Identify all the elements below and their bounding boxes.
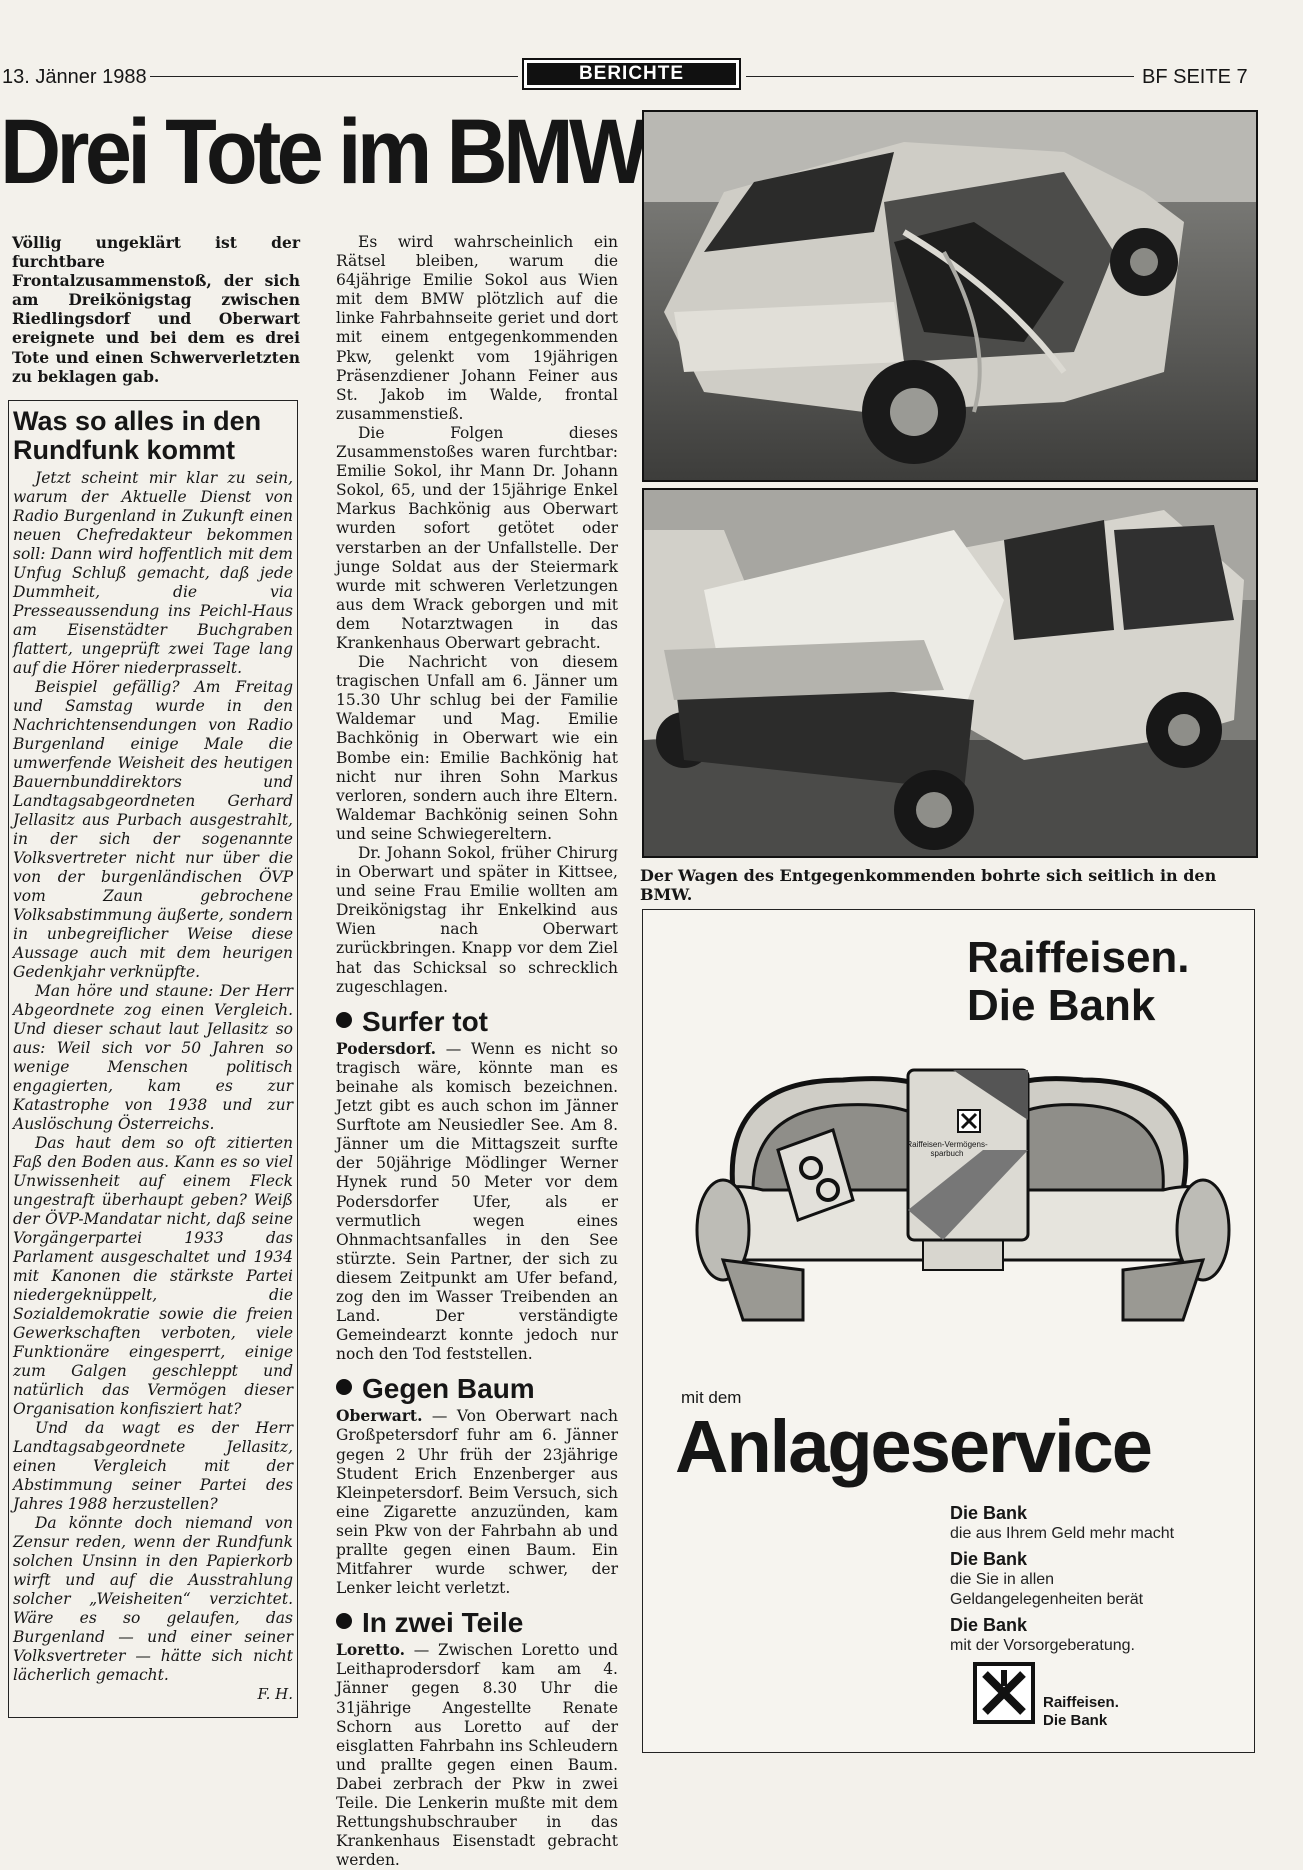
photo-caption: Der Wagen des Entgegenkommenden bohrte sich seitlich in den BMW.: [640, 866, 1217, 904]
ad-benefit-desc: mit der Vorsorgeberatung.: [950, 1637, 1135, 1654]
bullet-icon: [336, 1012, 352, 1028]
comment-signature: F. H.: [257, 1685, 293, 1703]
comment-paragraph: Jetzt scheint mir klar zu sein, warum der Aktuelle Dienst von Radio Burgenland in Zukunft einen neuen Chefredakteur bekommen soll: Dann wird hoffentlich mit dem Unfug Schluß gemacht, daß jede Dummheit, die via Presseaussendung ins Peichl-Haus am Eisenstädter Buchgraben flattert, ungeprüft zwei Tage lang auf die Hörer niederprasselt.: [13, 469, 293, 677]
article-paragraph: Die Folgen dieses Zusammenstoßes waren furchtbar: Emilie Sokol, ihr Mann Dr. Johann Sokol, 65, und der 15jährige Enkel Markus Bachkönig aus Oberwart wurden sofort getötet oder verstarben an der Unfallstelle. Der junge Soldat aus der Steiermark wurde mit schweren Verletzungen aus dem Wrack geborgen und mit dem Notarztwagen in das Krankenhaus Oberwart gebracht.: [336, 423, 618, 652]
article-paragraph: Die Nachricht von diesem tragischen Unfall am 6. Jänner um 15.30 Uhr schlug bei der Familie Waldemar und Mag. Emilie Bachkönig in Oberwart wie ein Bombe ein: Emilie Bachkönig hat nicht nur ihren Sohn Markus verloren, sondern auch ihre Eltern. Waldemar Bachkönig seinen Sohn und seine Schwiegereltern.: [336, 653, 618, 843]
brief-heading: Surfer tot: [336, 1007, 618, 1037]
ad-benefit-title: Die Bank: [950, 1615, 1028, 1635]
header-rule-right: [746, 76, 1134, 77]
wreck-photo-2: [642, 488, 1258, 858]
wreck-photo-1: [642, 110, 1258, 482]
ad-benefit-desc: die Sie in allen: [950, 1571, 1055, 1588]
article-paragraph: Es wird wahrscheinlich ein Rätsel bleiben, warum die 64jährige Emilie Sokol aus Wien mit dem BMW plötzlich auf die linke Fahrbahnseite geriet und dort mit einem entgegenkommenden Pkw, gelenkt vom 19jährigen Präsenzdiener Johann Feiner aus St. Jakob im Walde, frontal zusammenstieß.: [336, 233, 618, 423]
issue-date: 13. Jänner 1988: [2, 66, 147, 88]
brief-text: Podersdorf. — Wenn es nicht so tragisch wäre, könnte man es beinahe als komisch bezeichnen. Jetzt gibt es auch schon im Jänner Surftote am Neusiedler See. Am 8. Jänner um die Mittagszeit surfte der 50jährige Mödlinger Werner Hynek rund 50 Meter vor dem Podersdorfer Ufer, als er vermutlich wegen eines Ohnmachtsanfalles in den See stürzte. Sein Partner, der sich zu diesem Zeitpunkt am Ufer befand, zog den im Wasser Treibenden an Land. Der verständigte Gemeindearzt konnte jedoch nur noch den Tod feststellen.: [336, 1038, 618, 1364]
comment-paragraph: Beispiel gefällig? Am Freitag und Samstag wurde in den Nachrichtensendungen von Radio Burgenland einige Male die umwerfende Weisheit des heutigen Bauernbunddirektors und Landtagsabgeordneten Gerhard Jellasitz aus Purbach ausgestrahlt, in der sich der sogenannte Volksvertreter nicht nur über die von der burgenländischen ÖVP vom Zaun gebrochene Volksabstimmung äußerte, sondern in unbegreiflicher Weise diese Aussage auch mit dem heurigen Gedenkjahr verknüpfte.: [13, 678, 293, 981]
section-label: BERICHTE: [522, 58, 741, 90]
ad-mit-dem: mit dem: [681, 1388, 742, 1407]
savings-book-label: Raiffeisen-Vermögens-sparbuch: [906, 1140, 988, 1158]
page-number: BF SEITE 7: [1142, 66, 1248, 88]
ad-logo-text: Raiffeisen. Die Bank: [1043, 1694, 1119, 1729]
brief-text: Loretto. — Zwischen Loretto und Leithaprodersdorf kam am 4. Jänner gegen 8.30 Uhr die 31jährige Angestellte Renate Schorn aus Loretto auf der eisglatten Fahrbahn ins Schleudern und prallte gegen einen Baum. Dabei zerbrach der Pkw in zwei Teile. Die Lenkerin mußte mit dem Rettungshubschrauber in das Krankenhaus Eisenstadt gebracht werden.: [336, 1640, 618, 1870]
article-lead: [12, 233, 300, 386]
ad-benefit-title: Die Bank: [950, 1549, 1028, 1569]
article-paragraph: Dr. Johann Sokol, früher Chirurg in Oberwart und später in Kittsee, und seine Frau Emilie wollten am Dreikönigstag ihr Enkelkind aus Wien nach Oberwart zurückbringen. Knapp vor dem Ziel hat das Schicksal so schrecklich zugeschlagen.: [336, 844, 618, 996]
ad-benefit-desc: die aus Ihrem Geld mehr macht: [950, 1525, 1175, 1542]
brief-text: Oberwart. — Von Oberwart nach Großpetersdorf fuhr am 6. Jänner gegen 2 Uhr früh der 23jährige Student Erich Enzenberger aus Kleinpetersdorf. Beim Versuch, sich eine Zigarette anzuzünden, kam sein Pkw von der Fahrbahn ab und prallte gegen einen Baum. Ein Mitfahrer wurde schwer, der Lenker leicht verletzt.: [336, 1406, 618, 1598]
brief-heading: In zwei Teile: [336, 1608, 618, 1638]
header-rule-left: [150, 76, 518, 77]
ad-benefit-list: [950, 1498, 1174, 1656]
comment-paragraph: Das haut dem so oft zitierten Faß den Boden aus. Kann es so viel Unwissenheit auf einem Fleck ungestraft überhaupt geben? Weiß der ÖVP-Mandatar nicht, daß seine Vorgängerpartei 1933 das Parlament ausgeschaltet und 1934 mit Kanonen die stärkste Partei niedergeknüppelt, die Sozialdemokratie sowie die freien Gewerkschaften verboten, viele Funktionäre eingesperrt, einige zum Galgen geschleppt und natürlich das Vermögen dieser Organisation konfisziert hat?: [13, 1134, 293, 1418]
comment-title: Was so alles in den Rundfunk kommt: [13, 406, 262, 465]
article-column-2: [336, 233, 618, 1870]
raiffeisen-logo-icon: [973, 1662, 1035, 1724]
comment-paragraph: Da könnte doch niemand von Zensur reden, wenn der Rundfunk solchen Unsinn in den Papierkorb wirft und auf die Ausstrahlung solcher „Weisheiten“ verzichtet. Wäre es so gelaufen, das Burgenland — und einer seiner Volksvertreter — hätte sich nicht lächerlich gemacht.: [13, 1514, 293, 1684]
comment-paragraph: Man höre und staune: Der Herr Abgeordnete zog einen Vergleich. Und dieser schaut laut Jellasitz so aus: Weil sich vor 50 Jahren so wenige Menschen politisch engagierten, kam es zur Katastrophe von 1938 und zur Auslöschung Österreichs.: [13, 982, 293, 1133]
ad-benefit-title: Die Bank: [950, 1503, 1028, 1523]
article-headline: Drei Tote im BMW: [0, 101, 645, 203]
comment-body: [13, 469, 293, 1685]
ad-benefit-desc: Geldangelegenheiten berät: [950, 1591, 1144, 1608]
comment-paragraph: Und da wagt es der Herr Landtagsabgeordnete Jellasitz, einen Vergleich mit der Abstimmung seiner Partei des Jahres 1988 herzustellen?: [13, 1419, 293, 1513]
ad-headline: Anlageservice: [675, 1405, 1151, 1488]
sofa-illustration: [683, 1040, 1243, 1350]
bullet-icon: [336, 1613, 352, 1629]
bullet-icon: [336, 1379, 352, 1395]
ad-brand: Raiffeisen. Die Bank: [967, 933, 1190, 1030]
article-paragraph: Völlig ungeklärt ist der furchtbare Frontalzusammenstoß, der sich am Dreikönigstag zwischen Riedlingsdorf und Oberwart ereignete und bei dem es drei Tote und einen Schwerverletzten zu beklagen gab.: [12, 233, 300, 386]
comment-box: [8, 400, 298, 1718]
raiffeisen-ad: [642, 909, 1255, 1753]
brief-heading: Gegen Baum: [336, 1374, 618, 1404]
